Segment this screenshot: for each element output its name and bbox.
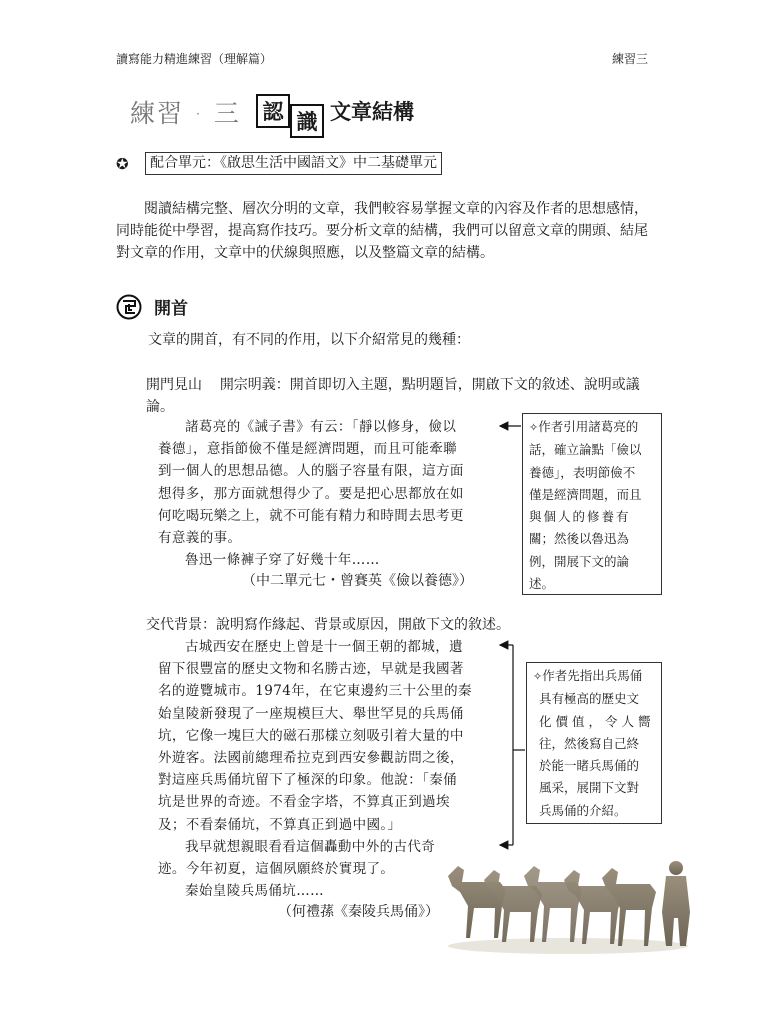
method2-source: （何禮蓀《秦陵兵馬俑》） xyxy=(278,904,439,920)
quote-line: 坑是世界的奇迹。不看金字塔，不算真正到過埃 xyxy=(158,794,450,811)
quote-line: 留下很豐富的歷史文物和名勝古迹，早就是我國著 xyxy=(158,661,464,678)
note-line: 話，確立論點「儉以 xyxy=(529,442,642,458)
unit-reference: 配合單元：《啟思生活中國語文》中二基礎單元 xyxy=(145,152,442,175)
note-line: 作者引用諸葛亮的 xyxy=(538,419,639,434)
quote-line: 何吃喝玩樂之上，就不可能有精力和時間去思考更 xyxy=(158,507,464,524)
note-line: 述。 xyxy=(529,576,555,592)
section-intro: 文章的開首，有不同的作用，以下介紹常見的幾種： xyxy=(148,332,470,348)
star-bullet-icon: ✪ xyxy=(116,155,129,173)
note-line: 往，然後寫自己終 xyxy=(539,735,640,751)
box-char-2: 識 xyxy=(290,104,324,138)
exercise-title: 練習 · 三 xyxy=(130,99,241,128)
section-title: 開首 xyxy=(154,299,188,319)
book-title: 讀寫能力精進練習（理解篇） xyxy=(116,52,273,66)
quote-line: 坑，它像一塊巨大的磁石那樣立刻吸引着大量的中 xyxy=(158,727,464,744)
note-line: 例，開展下文的論 xyxy=(529,553,630,569)
chapter-title: 文章結構 xyxy=(330,99,414,124)
quote-line: 古城西安在歷史上曾是十一個王朝的都城，遺 xyxy=(185,639,463,655)
diamond-bullet-icon: ✧ xyxy=(529,421,539,434)
quote-line: 有意義的事。 xyxy=(158,530,242,547)
quote-line: 諸葛亮的《誡子書》有云：「靜以修身，儉以 xyxy=(185,419,457,435)
quote-line: 外遊客。法國前總理希拉克到西安參觀訪問之後， xyxy=(158,750,464,767)
method1-label: 開門見山 xyxy=(146,377,202,393)
note-line: 兵馬俑的介紹。 xyxy=(539,802,627,818)
exercise-label: 練習三 xyxy=(612,52,649,66)
note-line: 關；然後以魯迅為 xyxy=(529,531,630,547)
note-line: 養德」，表明節儉不 xyxy=(529,464,636,480)
note-line: 與個人的修養有 xyxy=(529,509,631,525)
quote-line: 我早就想親眼看看這個轟動中外的古代奇 xyxy=(185,838,436,855)
method1-desc: 開宗明義：開首即切入主題，點明題旨，開啟下文的敘述、說明或議論。 xyxy=(146,377,640,415)
warrior-figure xyxy=(662,861,690,946)
note-line: 化價值，令人嚮 xyxy=(539,713,655,729)
note-line: 具有極高的歷史文 xyxy=(539,691,640,707)
quote-line: 養德」，意指節儉不僅是經濟問題，而且可能牽聯 xyxy=(158,441,458,458)
quote-line: 秦始皇陵兵馬俑坑…… xyxy=(185,883,324,900)
quote-line: 迹。今年初夏，這個夙願終於實現了。 xyxy=(158,861,395,878)
note-line: 風采，展開下文對 xyxy=(539,780,640,796)
quote-line: 始皇陵新發現了一座規模巨大、舉世罕見的兵馬俑 xyxy=(158,705,464,722)
box-char-1: 認 xyxy=(256,94,290,128)
quote-line: 及；不看秦俑坑，不算真正到過中國。」 xyxy=(158,816,402,833)
note-line: 僅是經濟問題，而且 xyxy=(529,486,642,502)
quote-line: 名的遊覽城市。1974年，在它東邊約三十公里的秦 xyxy=(158,683,472,700)
quote-line: 到一個人的思想品德。人的腦子容量有限，這方面 xyxy=(158,463,464,480)
quote-line: 想得多，那方面就想得少了。要是把心思都放在如 xyxy=(158,485,464,502)
diamond-bullet-icon: ✧ xyxy=(533,670,543,683)
note-line: 作者先指出兵馬俑 xyxy=(542,668,643,683)
note-line: 於能一睹兵馬俑的 xyxy=(539,758,640,774)
quote-line: 對這座兵馬俑坑留下了極深的印象。他說：「秦俑 xyxy=(158,772,458,789)
method1-source: （中二單元七・曾賽英《儉以養德》） xyxy=(242,573,473,589)
intro-paragraph: 閱讀結構完整、層次分明的文章，我們較容易掌握文章的內容及作者的思想感情，同時能從中學習，提高寫作技巧。要分析文章的結構，我們可以留意文章的開頭、結尾對文章的作用，文章中的伏線與照應，以及整篇文章的結構。 xyxy=(116,201,648,261)
method2-description: 交代背景：說明寫作緣起、背景或原因，開啟下文的敘述。 xyxy=(146,617,510,633)
quote-line: 魯迅一條褲子穿了好幾十年…… xyxy=(185,552,380,569)
terracotta-horses-image xyxy=(440,846,696,956)
